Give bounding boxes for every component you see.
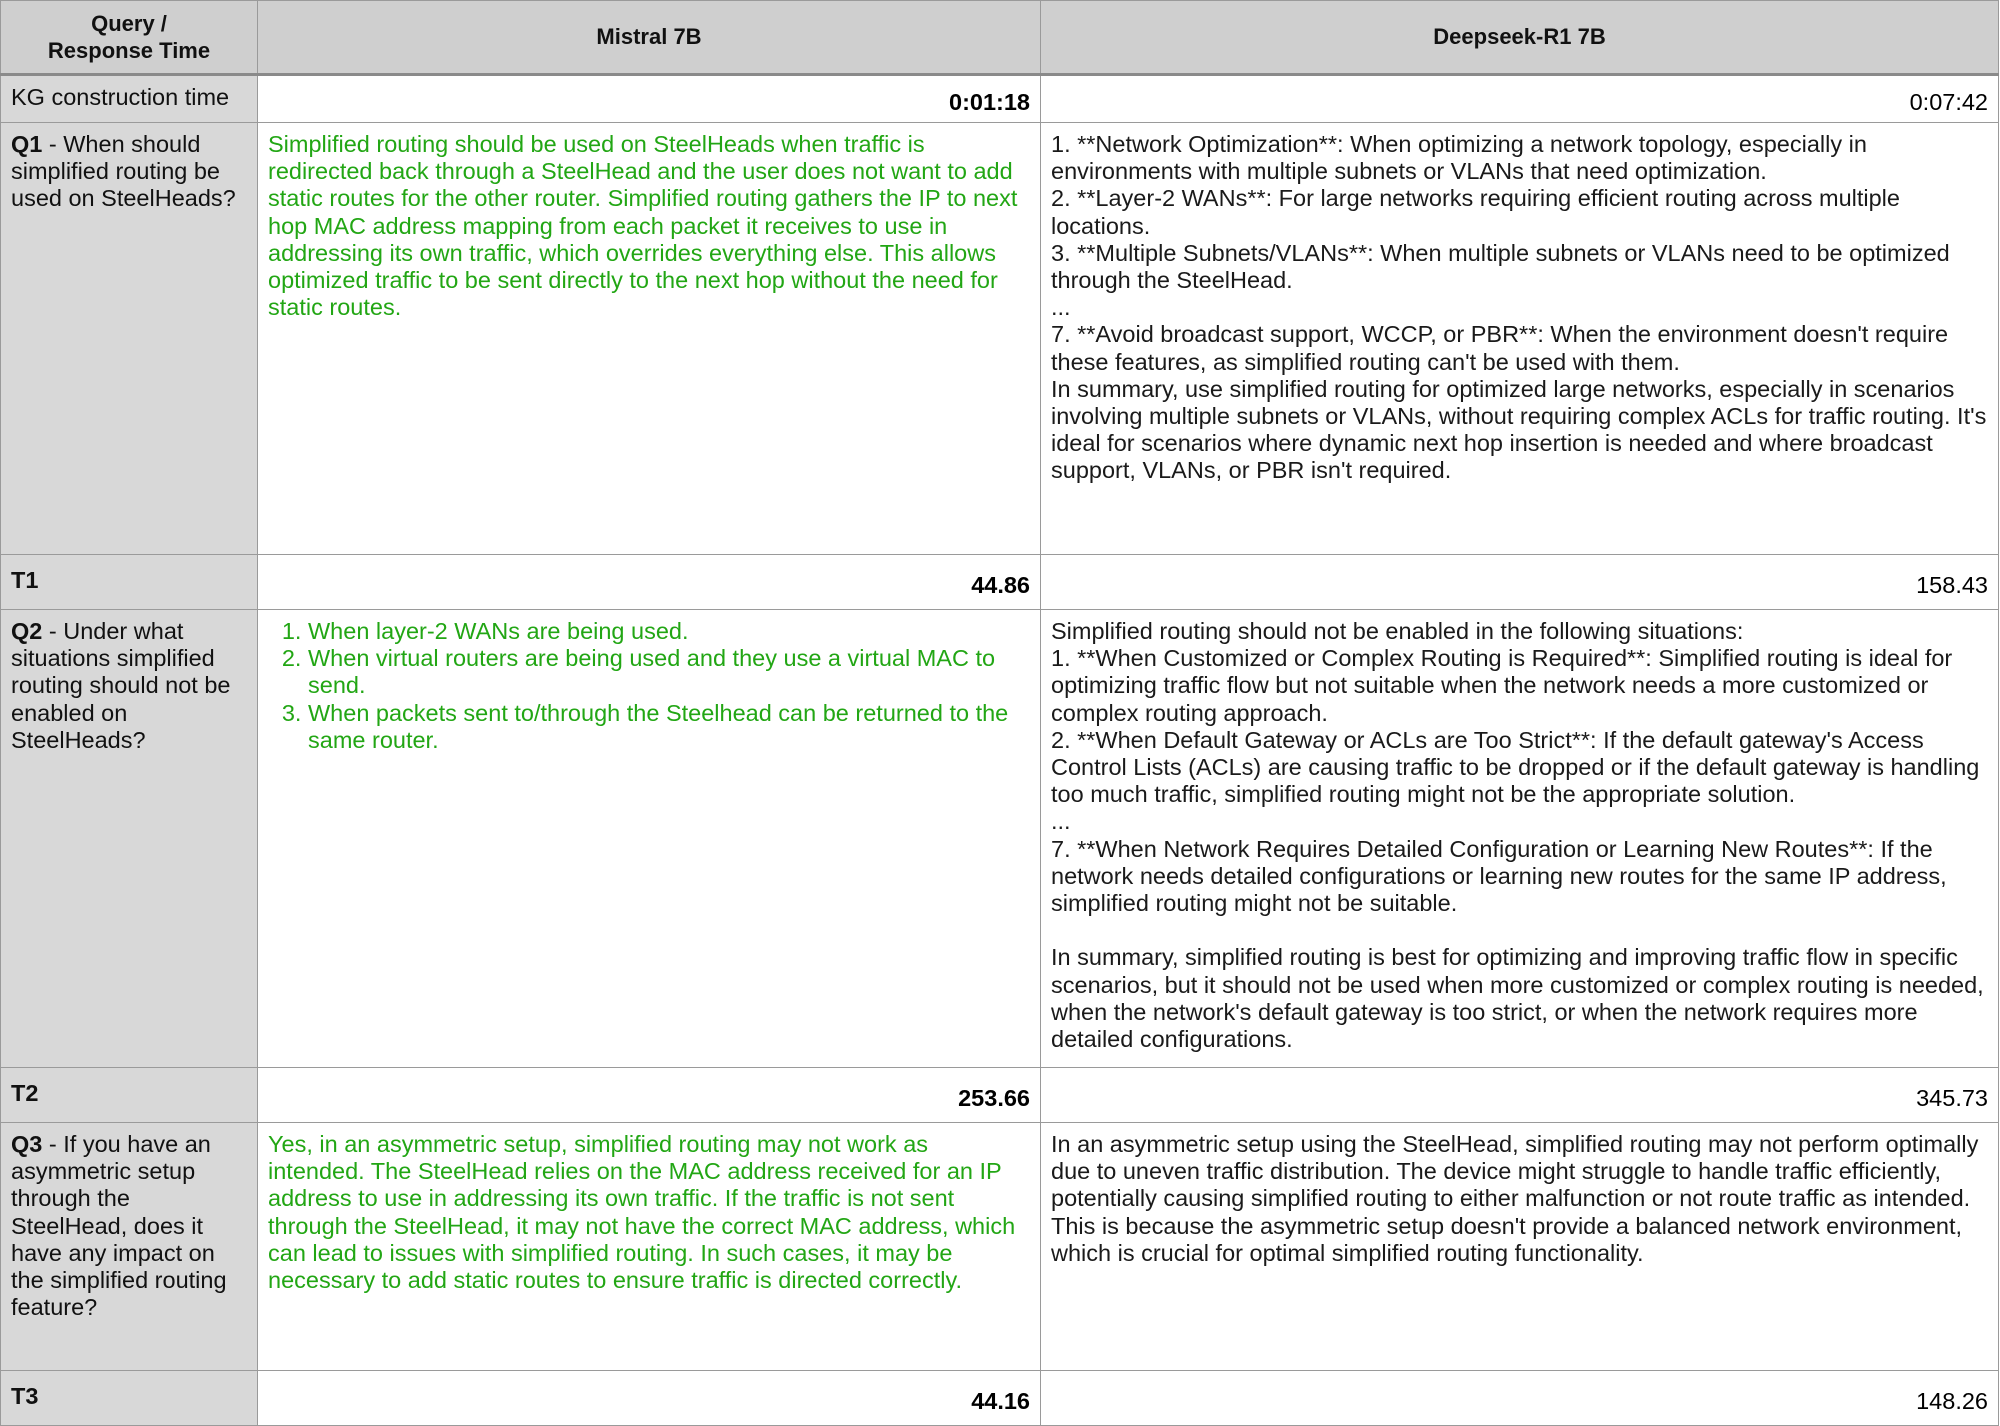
kg-deepseek-time: 0:07:42: [1041, 75, 1999, 123]
q1-question: - When should simplified routing be used on SteelHeads?: [11, 131, 236, 212]
q1-mistral-answer: Simplified routing should be used on SteelHeads when traffic is redirected back through a SteelHead and the user does not want to add static routes for the other router. Simplified routing gathers the IP to next hop MAC address mapping from each packet it receives to use in addressing its own traffic, which overrides everything else. This allows optimized traffic to be sent directly to the next hop without the need for static routes.: [258, 123, 1041, 555]
q2-deepseek-line: 1. **When Customized or Complex Routing is Required**: Simplified routing is ideal for optimizing traffic flow but not suitable when the network needs a more customized or complex routing approach.: [1051, 645, 1959, 726]
q1-deepseek-line: In summary, use simplified routing for optimized large networks, especially in scenarios involving multiple subnets or VLANs, without requiring complex ACLs for traffic routing. It's ideal for scenarios where dynamic next hop insertion is needed and where broadcast support, VLANs, or PBR isn't required.: [1051, 375, 1993, 484]
q1-label: [1, 123, 258, 555]
q2-deepseek-line: Simplified routing should not be enabled in the following situations:: [1051, 618, 1744, 644]
q1-deepseek-answer: [1041, 123, 1999, 555]
q2-id: Q2: [11, 618, 43, 644]
kg-label: KG construction time: [1, 75, 258, 123]
t3-deepseek-time: 148.26: [1041, 1371, 1999, 1426]
t1-row: [1, 555, 1999, 610]
q3-id: Q3: [11, 1131, 43, 1157]
t1-deepseek-time: 158.43: [1041, 555, 1999, 610]
q2-label: [1, 610, 258, 1068]
q2-deepseek-line: [1051, 917, 1988, 944]
kg-row: [1, 75, 1999, 123]
q1-id: Q1: [11, 131, 43, 157]
t3-row: [1, 1371, 1999, 1426]
q2-mistral-list: [268, 618, 1030, 754]
t1-label: T1: [1, 555, 258, 610]
q2-deepseek-line: 2. **When Default Gateway or ACLs are Too Strict**: If the default gateway's Access Control Lists (ACLs) are causing traffic to be dropped or if the default gateway is handling too much traffic, simplified routing might not be the appropriate solution.: [1051, 726, 1986, 808]
q1-deepseek-line: 3. **Multiple Subnets/VLANs**: When multiple subnets or VLANs need to be optimized through the SteelHead.: [1051, 239, 1957, 294]
q3-deepseek-answer: In an asymmetric setup using the SteelHead, simplified routing may not perform optimally due to uneven traffic distribution. The device might struggle to handle traffic efficiently, potentially causing simplified routing to either malfunction or not route traffic as intended. This is because the asymmetric setup doesn't provide a balanced network environment, which is crucial for optimal simplified routing functionality.: [1041, 1123, 1999, 1371]
q2-deepseek-answer: [1041, 610, 1999, 1068]
kg-mistral-time: 0:01:18: [258, 75, 1041, 123]
q1-deepseek-line: ...: [1051, 294, 1071, 321]
header-query-text: Query / Response Time: [47, 10, 211, 63]
q2-deepseek-line: 7. **When Network Requires Detailed Configuration or Learning New Routes**: If the network needs detailed configurations or learning new routes for the same IP address, simplified routing might not be suitable.: [1051, 835, 1954, 917]
q3-label: [1, 1123, 258, 1371]
header-deepseek: Deepseek-R1 7B: [1041, 1, 1999, 75]
t2-label: T2: [1, 1068, 258, 1123]
q2-deepseek-line: ...: [1051, 808, 1071, 835]
q2-mistral-answer: [258, 610, 1041, 1068]
q1-row: [1, 123, 1999, 555]
q2-deepseek-line: In summary, simplified routing is best for optimizing and improving traffic flow in specific scenarios, but it should not be used when more customized or complex routing is needed, when the network's default gateway is too strict, or when the network requires more detailed configurations.: [1051, 944, 1991, 1053]
t3-label: T3: [1, 1371, 258, 1426]
q3-mistral-answer: Yes, in an asymmetric setup, simplified routing may not work as intended. The SteelHead relies on the MAC address received for an IP address to use in addressing its own traffic. If the traffic is not sent through the SteelHead, it may not have the correct MAC address, which can lead to issues with simplified routing. In such cases, it may be necessary to add static routes to ensure traffic is directed correctly.: [258, 1123, 1041, 1371]
q1-deepseek-line: 1. **Network Optimization**: When optimizing a network topology, especially in environments with multiple subnets or VLANs that need optimization.: [1051, 131, 1874, 185]
q1-deepseek-line: 7. **Avoid broadcast support, WCCP, or PBR**: When the environment doesn't require these features, as simplified routing can't be used with them.: [1051, 321, 1955, 375]
t1-mistral-time: 44.86: [258, 555, 1041, 610]
q2-question: - Under what situations simplified routing should not be enabled on SteelHeads?: [11, 618, 231, 753]
q2-mistral-item: 1. When layer-2 WANs are being used.: [308, 618, 1030, 645]
header-mistral: Mistral 7B: [258, 1, 1041, 75]
q3-question: - If you have an asymmetric setup through the SteelHead, does it have any impact on the simplified routing feature?: [11, 1131, 227, 1321]
t2-mistral-time: 253.66: [258, 1068, 1041, 1123]
header-row: [1, 1, 1999, 75]
header-query: [1, 1, 258, 75]
q1-deepseek-line: 2. **Layer-2 WANs**: For large networks requiring efficient routing across multiple locations.: [1051, 185, 1907, 239]
q2-mistral-item: 2. When virtual routers are being used and they use a virtual MAC to send.: [308, 645, 1030, 699]
t2-row: [1, 1068, 1999, 1123]
t2-deepseek-time: 345.73: [1041, 1068, 1999, 1123]
t3-mistral-time: 44.16: [258, 1371, 1041, 1426]
q2-row: [1, 610, 1999, 1068]
q3-row: [1, 1123, 1999, 1371]
q2-mistral-item: 3. When packets sent to/through the Steelhead can be returned to the same router.: [308, 700, 1030, 754]
